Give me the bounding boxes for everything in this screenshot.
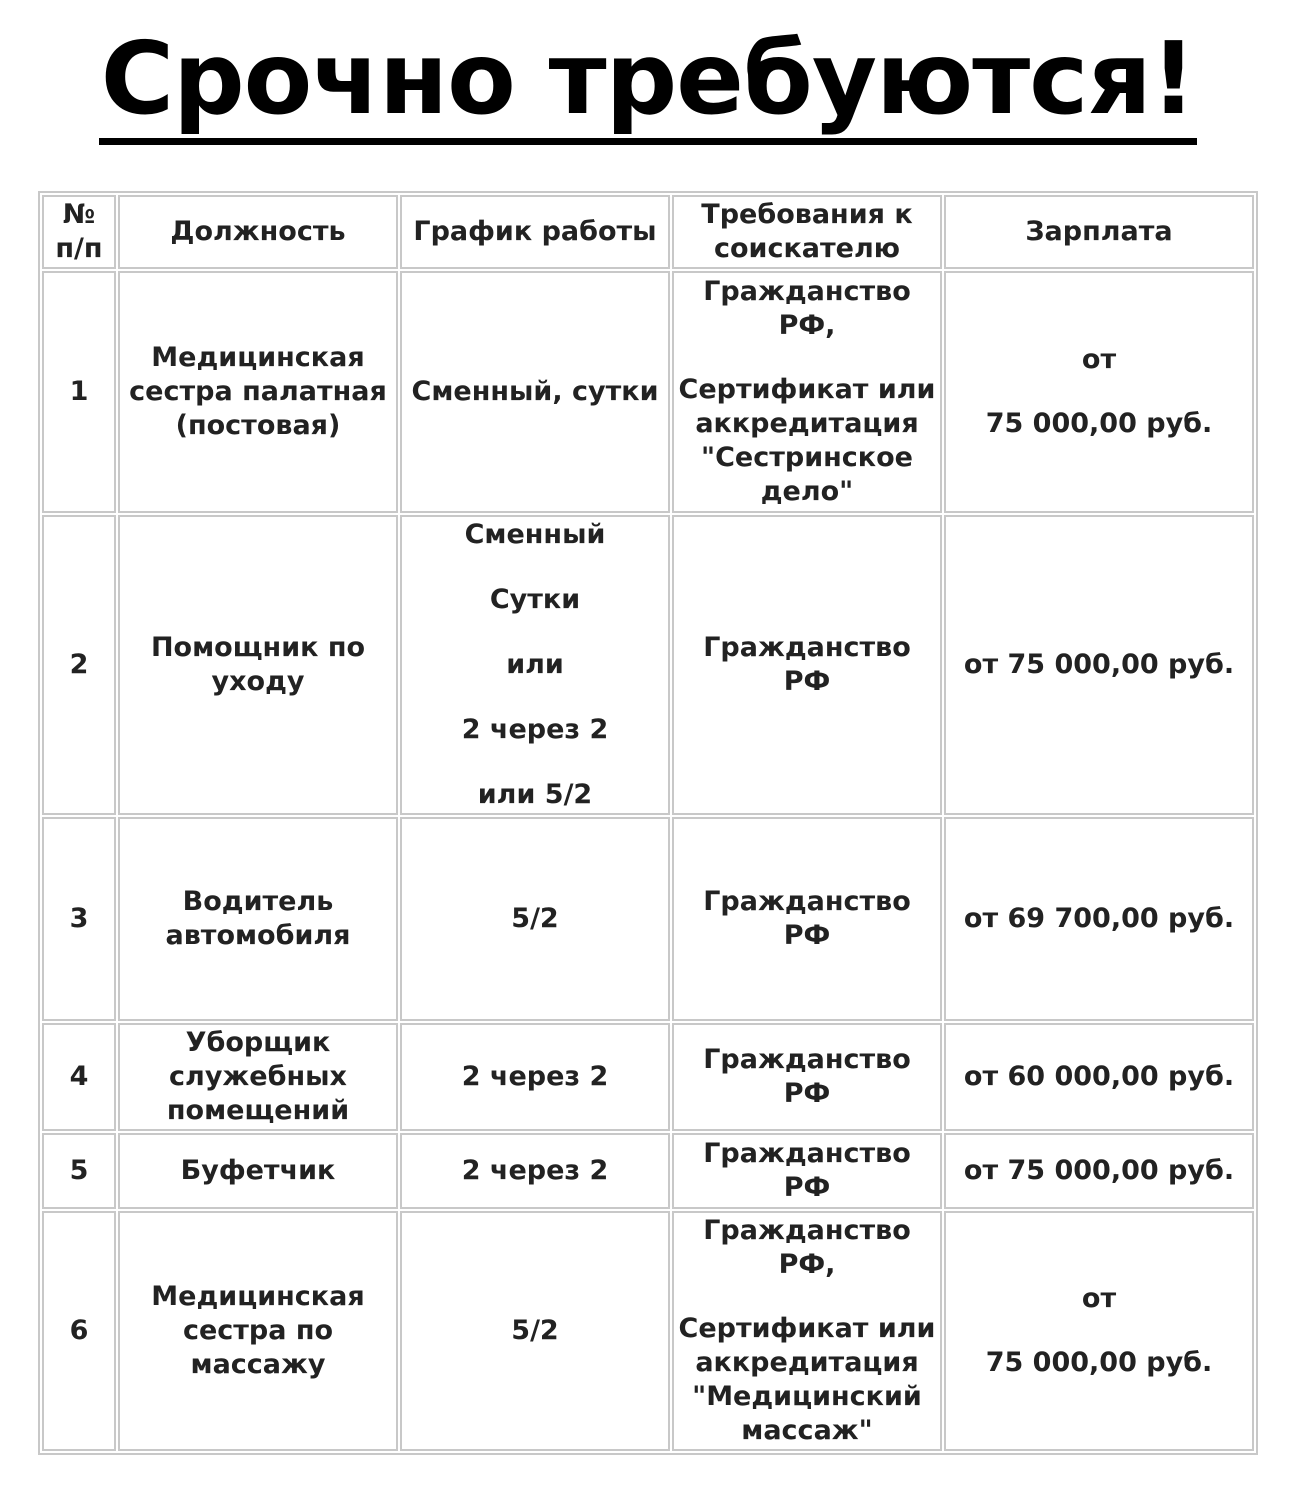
row-num: 2 xyxy=(42,515,116,815)
row-requirements: Гражданство РФ xyxy=(672,817,942,1021)
row-salary xyxy=(944,271,1254,513)
row-salary: от 60 000,00 руб. xyxy=(944,1023,1254,1131)
table-row xyxy=(42,1211,1254,1451)
schedule-line: 2 через 2 xyxy=(461,714,609,745)
header-num: № п/п xyxy=(42,195,116,269)
schedule-line: или xyxy=(506,649,564,680)
row-num: 1 xyxy=(42,271,116,513)
table-row xyxy=(42,1023,1254,1131)
header-position: Должность xyxy=(118,195,398,269)
salary-amount: 75 000,00 руб. xyxy=(985,1347,1213,1378)
row-position: Помощник по уходу xyxy=(118,515,398,815)
table-row xyxy=(42,817,1254,1021)
row-schedule xyxy=(400,515,670,815)
requirement-certificate: Сертификат или аккредитация "Медицинский массаж" xyxy=(678,1313,936,1446)
requirement-certificate: Сертификат или аккредитация "Сестринское дело" xyxy=(678,374,936,507)
row-schedule: 2 через 2 xyxy=(400,1023,670,1131)
table-row xyxy=(42,1133,1254,1209)
salary-amount: 75 000,00 руб. xyxy=(985,408,1213,439)
row-requirements: Гражданство РФ xyxy=(672,1133,942,1209)
row-schedule: Сменный, сутки xyxy=(400,271,670,513)
table-row xyxy=(42,515,1254,815)
requirement-citizenship: Гражданство РФ, xyxy=(703,276,911,341)
row-requirements: Гражданство РФ xyxy=(672,515,942,815)
row-num: 3 xyxy=(42,817,116,1021)
vacancies-table xyxy=(38,191,1258,1455)
row-salary: от 69 700,00 руб. xyxy=(944,817,1254,1021)
schedule-line: Сутки xyxy=(489,584,581,615)
row-num: 6 xyxy=(42,1211,116,1451)
header-requirements: Требования к соискателю xyxy=(672,195,942,269)
table-header-row xyxy=(42,195,1254,269)
schedule-line: Сменный xyxy=(464,519,606,550)
row-requirements xyxy=(672,1211,942,1451)
row-schedule: 5/2 xyxy=(400,1211,670,1451)
salary-prefix: от xyxy=(1081,1283,1117,1314)
row-position: Буфетчик xyxy=(118,1133,398,1209)
row-requirements xyxy=(672,271,942,513)
row-position: Водитель автомобиля xyxy=(118,817,398,1021)
table-row xyxy=(42,271,1254,513)
salary-prefix: от xyxy=(1081,344,1117,375)
row-position: Уборщик служебных помещений xyxy=(118,1023,398,1131)
row-salary xyxy=(944,1211,1254,1451)
row-requirements: Гражданство РФ xyxy=(672,1023,942,1131)
row-position: Медицинская сестра по массажу xyxy=(118,1211,398,1451)
row-position: Медицинская сестра палатная (постовая) xyxy=(118,271,398,513)
page-title xyxy=(0,20,1296,145)
row-num: 5 xyxy=(42,1133,116,1209)
row-schedule: 5/2 xyxy=(400,817,670,1021)
header-salary: Зарплата xyxy=(944,195,1254,269)
row-schedule: 2 через 2 xyxy=(400,1133,670,1209)
row-num: 4 xyxy=(42,1023,116,1131)
row-salary: от 75 000,00 руб. xyxy=(944,1133,1254,1209)
page-title-text: Срочно требуются! xyxy=(99,20,1198,145)
schedule-line: или 5/2 xyxy=(477,779,593,810)
row-salary: от 75 000,00 руб. xyxy=(944,515,1254,815)
header-schedule: График работы xyxy=(400,195,670,269)
requirement-citizenship: Гражданство РФ, xyxy=(703,1215,911,1280)
